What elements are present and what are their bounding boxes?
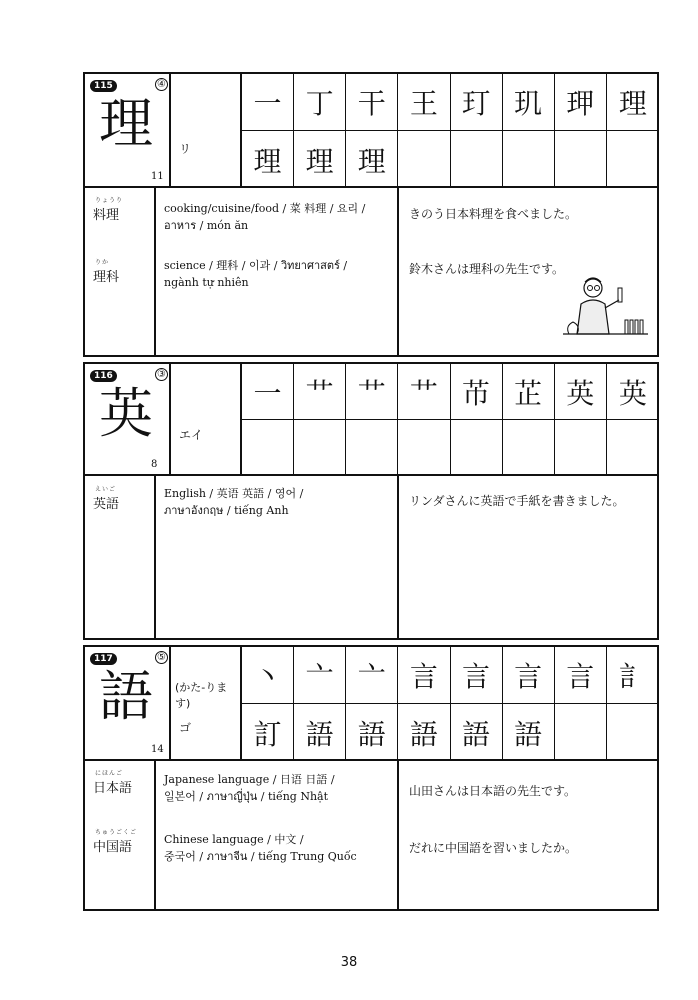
stroke-cell: 艹	[294, 364, 346, 420]
stroke-cell: 艹	[398, 364, 450, 420]
stroke-cell: 言	[555, 647, 607, 704]
stroke-cell	[398, 131, 450, 188]
stroke-cell: 丁	[294, 74, 346, 131]
vocab-word	[93, 195, 123, 223]
scientist-illustration	[563, 274, 648, 349]
word-meaning: Japanese language / 日语 日語 / 일본어 / ภาษาญี่ปุ่น / tiếng Nhật	[164, 773, 335, 803]
example-sentence: 山田さんは日本語の先生です。	[409, 784, 577, 798]
stroke-cell: 訁	[607, 647, 659, 704]
word-meaning: Chinese language / 中文 / 중국어 / ภาษาจีน / tiếng Trung Quốc	[164, 833, 357, 863]
example-sentence: きのう日本料理を食べました。	[409, 207, 578, 221]
total-strokes: 8	[151, 459, 158, 470]
stroke-cell	[555, 131, 607, 188]
main-kanji: 英	[99, 382, 153, 445]
example-sentence: だれに中国語を習いましたか。	[409, 841, 578, 855]
word-text: 理科	[93, 270, 120, 285]
stroke-cell: 玑	[503, 74, 555, 131]
kanji-entry-117	[83, 645, 659, 911]
stroke-cell	[555, 704, 607, 761]
stroke-cell: 言	[451, 647, 503, 704]
kanji-entry-115	[83, 72, 659, 357]
word-text: 中国語	[93, 840, 133, 855]
stroke-cell	[346, 420, 398, 476]
stroke-cell: 理	[607, 74, 659, 131]
kun-reading: (かた-ります)	[175, 681, 228, 710]
word-text: 料理	[93, 208, 120, 223]
stroke-cell: 干	[346, 74, 398, 131]
stroke-cell: 亠	[294, 647, 346, 704]
example-sentence: 鈴木さんは理科の先生です。	[409, 262, 565, 276]
stroke-cell: 玎	[451, 74, 503, 131]
vocab-word	[93, 484, 119, 512]
on-reading: リ	[179, 142, 192, 156]
word-meaning: science / 理科 / 이과 / วิทยาศาสตร์ / ngành tự nhiên	[164, 259, 348, 289]
stroke-cell: 語	[503, 704, 555, 761]
stroke-cell	[503, 131, 555, 188]
kanji-header-cell	[85, 364, 171, 476]
entry-number: 115	[90, 80, 117, 92]
entry-number: 117	[90, 653, 117, 665]
main-kanji: 理	[99, 92, 153, 155]
reading-cell	[157, 364, 241, 476]
word-text: 日本語	[93, 781, 133, 796]
vocab-word	[93, 257, 119, 285]
on-reading: エイ	[179, 428, 204, 442]
stroke-cell: 一	[242, 364, 294, 420]
kanji-entry-116	[83, 362, 659, 640]
stroke-cell	[451, 131, 503, 188]
stroke-cell: 芇	[451, 364, 503, 420]
stroke-cell: 語	[346, 704, 398, 761]
stroke-cell: 英	[555, 364, 607, 420]
total-strokes: 14	[151, 744, 164, 755]
stroke-step-marker: ⑤	[155, 651, 168, 664]
stroke-cell: 言	[398, 647, 450, 704]
word-text: 英語	[93, 497, 120, 512]
stroke-cell: 語	[398, 704, 450, 761]
example-sentence: リンダさんに英語で手紙を書きました。	[409, 494, 625, 508]
stroke-cell: 丶	[242, 647, 294, 704]
stroke-order-grid	[242, 647, 659, 761]
stroke-cell	[555, 420, 607, 476]
entry-number: 116	[90, 370, 117, 382]
stroke-cell: 語	[294, 704, 346, 761]
stroke-cell: 芷	[503, 364, 555, 420]
stroke-cell: 理	[294, 131, 346, 188]
stroke-cell: 言	[503, 647, 555, 704]
stroke-cell	[242, 420, 294, 476]
vocab-word	[93, 768, 132, 796]
on-reading: ゴ	[179, 721, 192, 735]
stroke-cell: 訂	[242, 704, 294, 761]
stroke-cell: 玾	[555, 74, 607, 131]
word-meaning: cooking/cuisine/food / 菜 料理 / 요리 / อาหาร / món ăn	[164, 202, 366, 232]
word-meaning: English / 英语 英語 / 영어 / ภาษาอังกฤษ / tiếng Anh	[164, 487, 304, 517]
stroke-cell: 亠	[346, 647, 398, 704]
vocab-word	[93, 827, 137, 855]
kanji-header-cell	[85, 647, 171, 761]
furigana: ちゅうごくご	[95, 829, 138, 836]
kanji-header-cell	[85, 74, 171, 188]
stroke-order-grid	[242, 74, 659, 188]
stroke-cell	[607, 131, 659, 188]
stroke-cell	[607, 704, 659, 761]
furigana: にほんご	[95, 770, 124, 777]
stroke-step-marker: ④	[155, 78, 168, 91]
stroke-cell	[398, 420, 450, 476]
stroke-cell	[607, 420, 659, 476]
furigana: りょうり	[95, 197, 124, 204]
stroke-cell: 艹	[346, 364, 398, 420]
stroke-step-marker: ③	[155, 368, 168, 381]
stroke-cell	[294, 420, 346, 476]
stroke-cell: 王	[398, 74, 450, 131]
stroke-cell: 理	[242, 131, 294, 188]
stroke-cell: 語	[451, 704, 503, 761]
stroke-cell: 一	[242, 74, 294, 131]
stroke-cell: 理	[346, 131, 398, 188]
furigana: りか	[95, 259, 110, 266]
total-strokes: 11	[151, 171, 164, 182]
stroke-cell	[503, 420, 555, 476]
stroke-cell	[451, 420, 503, 476]
furigana: えいご	[95, 486, 117, 493]
stroke-cell: 英	[607, 364, 659, 420]
stroke-order-grid	[242, 364, 659, 476]
page-number: 38	[340, 955, 358, 970]
main-kanji: 語	[99, 665, 153, 728]
